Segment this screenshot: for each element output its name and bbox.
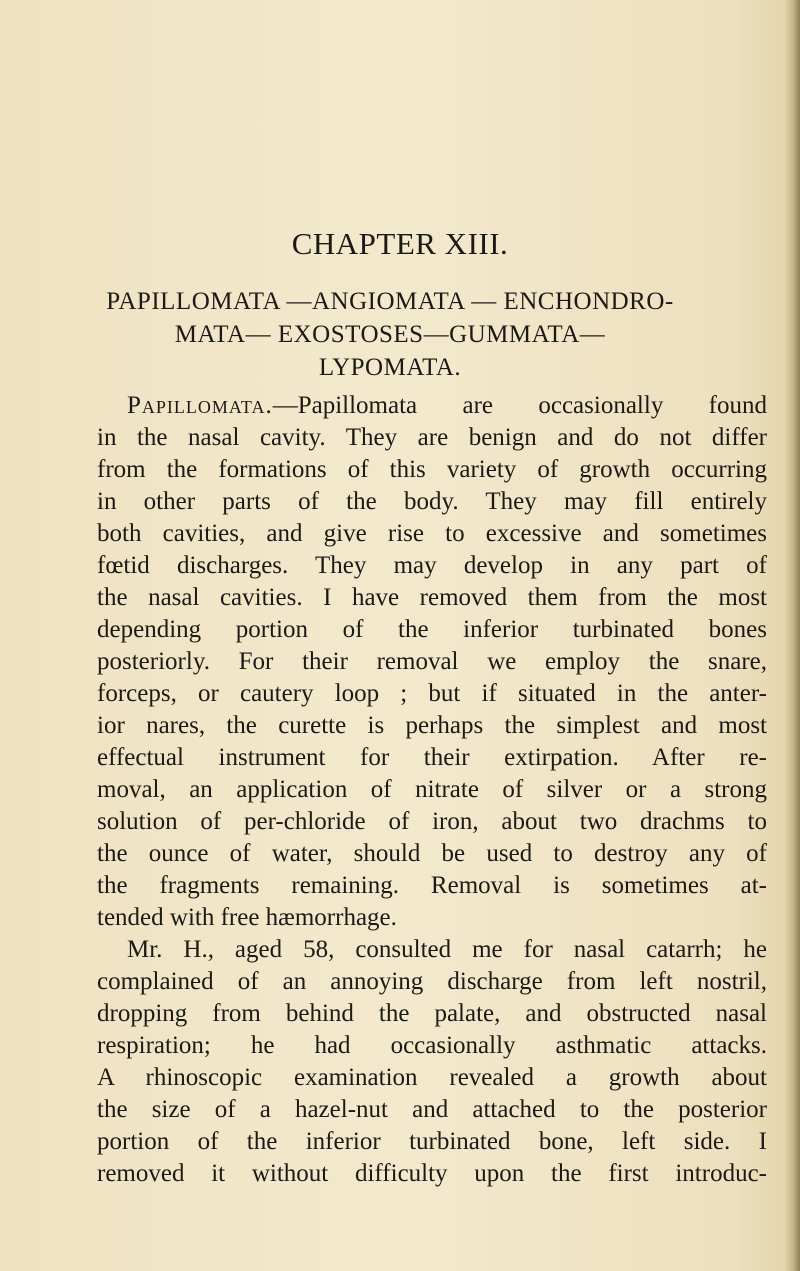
chapter-title [90, 285, 690, 384]
text-line: in the nasal cavity. They are benign and do not differ [97, 424, 767, 451]
text-line: the nasal cavities. I have removed them from the most [97, 584, 767, 611]
text-line: moval, an application of nitrate of silver or a strong [97, 776, 767, 803]
paragraph-1-first-line [97, 390, 767, 422]
text-line: dropping from behind the palate, and obstructed nasal [97, 1000, 767, 1027]
body-text [97, 390, 767, 1190]
text-line: forceps, or cautery loop ; but if situated in the anter- [97, 680, 767, 707]
first-line-text: —Papillomata are occasionally found [272, 392, 767, 419]
text-line: posteriorly. For their removal we employ the snare, [97, 648, 767, 675]
text-line: from the formations of this variety of growth occurring [97, 456, 767, 483]
text-line: fœtid discharges. They may develop in any part of [97, 552, 767, 579]
text-line: ior nares, the curette is perhaps the simplest and most [97, 712, 767, 739]
text-line: respiration; he had occasionally asthmatic attacks. [97, 1032, 767, 1059]
text-line: tended with free hæmorrhage. [97, 904, 397, 931]
chapter-title-line: LYPOMATA. [318, 354, 462, 381]
text-line: A rhinoscopic examination revealed a growth about [97, 1064, 767, 1091]
text-line: removed it without difficulty upon the first introduc- [97, 1160, 767, 1187]
text-line: Mr. H., aged 58, consulted me for nasal catarrh; he [127, 936, 767, 963]
text-line: solution of per-chloride of iron, about two drachms to [97, 808, 767, 835]
text-line: complained of an annoying discharge from left nostril, [97, 968, 767, 995]
text-line: portion of the inferior turbinated bone, left side. I [97, 1128, 767, 1155]
section-lead-in: Papillomata. [127, 392, 273, 419]
chapter-heading: CHAPTER XIII. [291, 226, 509, 261]
text-line: depending portion of the inferior turbinated bones [97, 616, 767, 643]
text-line: the fragments remaining. Removal is sometimes at- [97, 872, 767, 899]
text-line: the size of a hazel-nut and attached to the posterior [97, 1096, 767, 1123]
chapter-title-line: MATA— EXOSTOSES—GUMMATA— [174, 321, 606, 348]
page-edge-shadow [784, 0, 800, 1271]
text-line: effectual instrument for their extirpation. After re- [97, 744, 767, 771]
chapter-title-line: PAPILLOMATA —ANGIOMATA — ENCHONDRO- [106, 288, 674, 315]
text-line: both cavities, and give rise to excessive and sometimes [97, 520, 767, 547]
text-line: in other parts of the body. They may fill entirely [97, 488, 767, 515]
text-line: the ounce of water, should be used to destroy any of [97, 840, 767, 867]
